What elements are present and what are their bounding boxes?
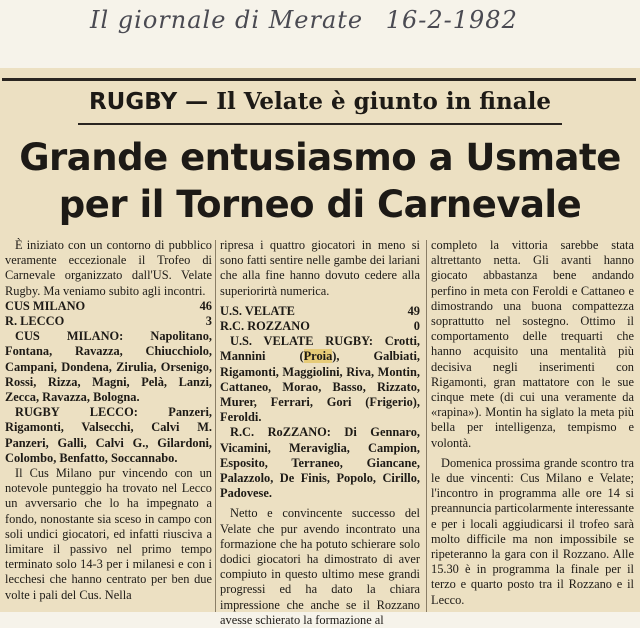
team-score: 0 <box>413 319 420 334</box>
lineup-velate <box>220 334 420 425</box>
headline <box>0 134 640 228</box>
handwritten-publication: Il giornale di Merate <box>90 6 364 34</box>
lineup-players: Crotti, Mannini ( <box>220 334 420 364</box>
lineup-label: RUGBY LECCO: <box>15 405 138 420</box>
intro-paragraph: È iniziato con un contorno di pubblico veramente eccezionale il Trofeo di Carnevale organizzato dall'US. Velate Rugby. Ma veniamo subito agli incontri. <box>5 238 212 298</box>
lineup-label: R.C. RoZZANO: <box>230 425 331 440</box>
lineup-rozzano <box>220 425 420 501</box>
lineup-label: U.S. VELATE RUGBY: <box>230 334 374 349</box>
score-line <box>5 299 212 314</box>
lineup-label: CUS MILANO: <box>15 329 124 344</box>
lineup-players: Napolitano, Fontana, Ravazza, Chiucchiolo, Campani, Dondena, Zirulia, Orsenigo, Rossi, Rizza, Magni, Pelà, Lanzi, Zecca, Ravazza, Bologna. <box>5 329 212 405</box>
kicker-text: Il Velate è giunto in finale <box>216 88 552 115</box>
score-line <box>220 304 420 319</box>
body-paragraph: Domenica prossima grande scontro tra le due vincenti: Cus Milano e Velate; l'incontro in programma alle ore 14 si preannuncia particolarmente interessante e per i locali aggiudicarsi il trofeo sarà molto difficile ma non impossibile se ripeteranno la gara con il Rozzano. Alle 15.30 è in programma la finale per il terzo e quarto posto tra il Rozzano e il Lecco. <box>431 455 634 607</box>
score-line <box>5 314 212 329</box>
top-rule <box>2 78 636 81</box>
lineup-players: Panzeri, Rigamonti, Valsecchi, Calvi M. Panzeri, Galli, Calvi G., Gilardoni, Colombo, Benfatto, Soccannabo. <box>5 405 212 465</box>
kicker <box>0 88 640 115</box>
highlighted-name: Proia <box>303 349 333 364</box>
team-score: 3 <box>205 314 212 329</box>
team-name: R.C. ROZZANO <box>220 319 310 334</box>
score-line <box>220 319 420 334</box>
headline-line-2: per il Torneo di Carnevale <box>58 183 582 226</box>
lineup-players: Di Gennaro, Vicamini, Meraviglia, Campion, Esposito, Terraneo, Giancane, Palazzolo, De Finis, Popolo, Cirillo, Padovese. <box>220 425 420 501</box>
lineup-rugby-lecco <box>5 405 212 466</box>
team-name: CUS MILANO <box>5 298 86 313</box>
lineup-players: ), Galbiati, Rigamonti, Maggiolini, Riva, Montin, Cattaneo, Morao, Basso, Rizzato, Murer, Ferrari, Gori (Frigerio), Feroldi. <box>220 349 420 425</box>
column-divider <box>215 240 216 612</box>
article-column-2 <box>220 238 420 628</box>
article-column-3 <box>431 238 634 608</box>
body-paragraph: Netto e convincente successo del Velate che pur avendo incontrato una formazione che ha potuto schierare solo dodici giocatori ha dimostrato di aver compiuto in questo ultimo mese grandi progressi ed ha dato la chiara impressione che anche se il Rozzano avesse schierato la formazione al <box>220 506 420 627</box>
handwritten-date: 16-2-1982 <box>385 6 518 34</box>
team-score: 49 <box>407 303 420 318</box>
kicker-dash: — <box>185 88 209 115</box>
team-score: 46 <box>199 298 212 313</box>
article-column-1 <box>5 238 212 603</box>
continued-paragraph: ripresa i quattro giocatori in meno si sono fatti sentire nelle gambe dei lariani che alla fine hanno dovuto cedere alla superiorirtà numerica. <box>220 238 420 298</box>
headline-line-1: Grande entusiasmo a Usmate <box>19 136 621 179</box>
body-paragraph: Il Cus Milano pur vincendo con un notevole punteggio ha trovato nel Lecco un avversario che lo ha impegnato a fondo, nonostante sia sceso in campo con soli undici giocatori, ed infatti riusciva a limitare il passivo nel primo tempo terminato solo 14-3 per i milanesi e con i lecchesi che hanno centrato per ben due volte i pali del Cus. Nella <box>5 466 212 602</box>
kicker-underline <box>78 123 562 125</box>
kicker-sport: RUGBY <box>88 89 178 115</box>
handwritten-annotation <box>90 6 610 56</box>
continued-paragraph: completo la vittoria sarebbe stata altrettanto netta. Gli avanti hanno giocato abbastanza bene andando perfino in meta con Feroldi e Cattaneo e dimostrando una buona compattezza soprattutto nel sostegno. Ottimo il comportamento delle trequarti che hanno acquisito una mentalità più decisiva negli inserimenti con Rigamonti, gran mattatore con le sue cinque mete (di cui una veramente da «rapina»). Montin ha siglato la meta più bella per intelligenza, tempismo e volontà. <box>431 238 634 450</box>
team-name: R. LECCO <box>5 314 65 329</box>
team-name: U.S. VELATE <box>220 303 295 318</box>
lineup-cus-milano <box>5 329 212 405</box>
column-divider <box>426 240 427 612</box>
